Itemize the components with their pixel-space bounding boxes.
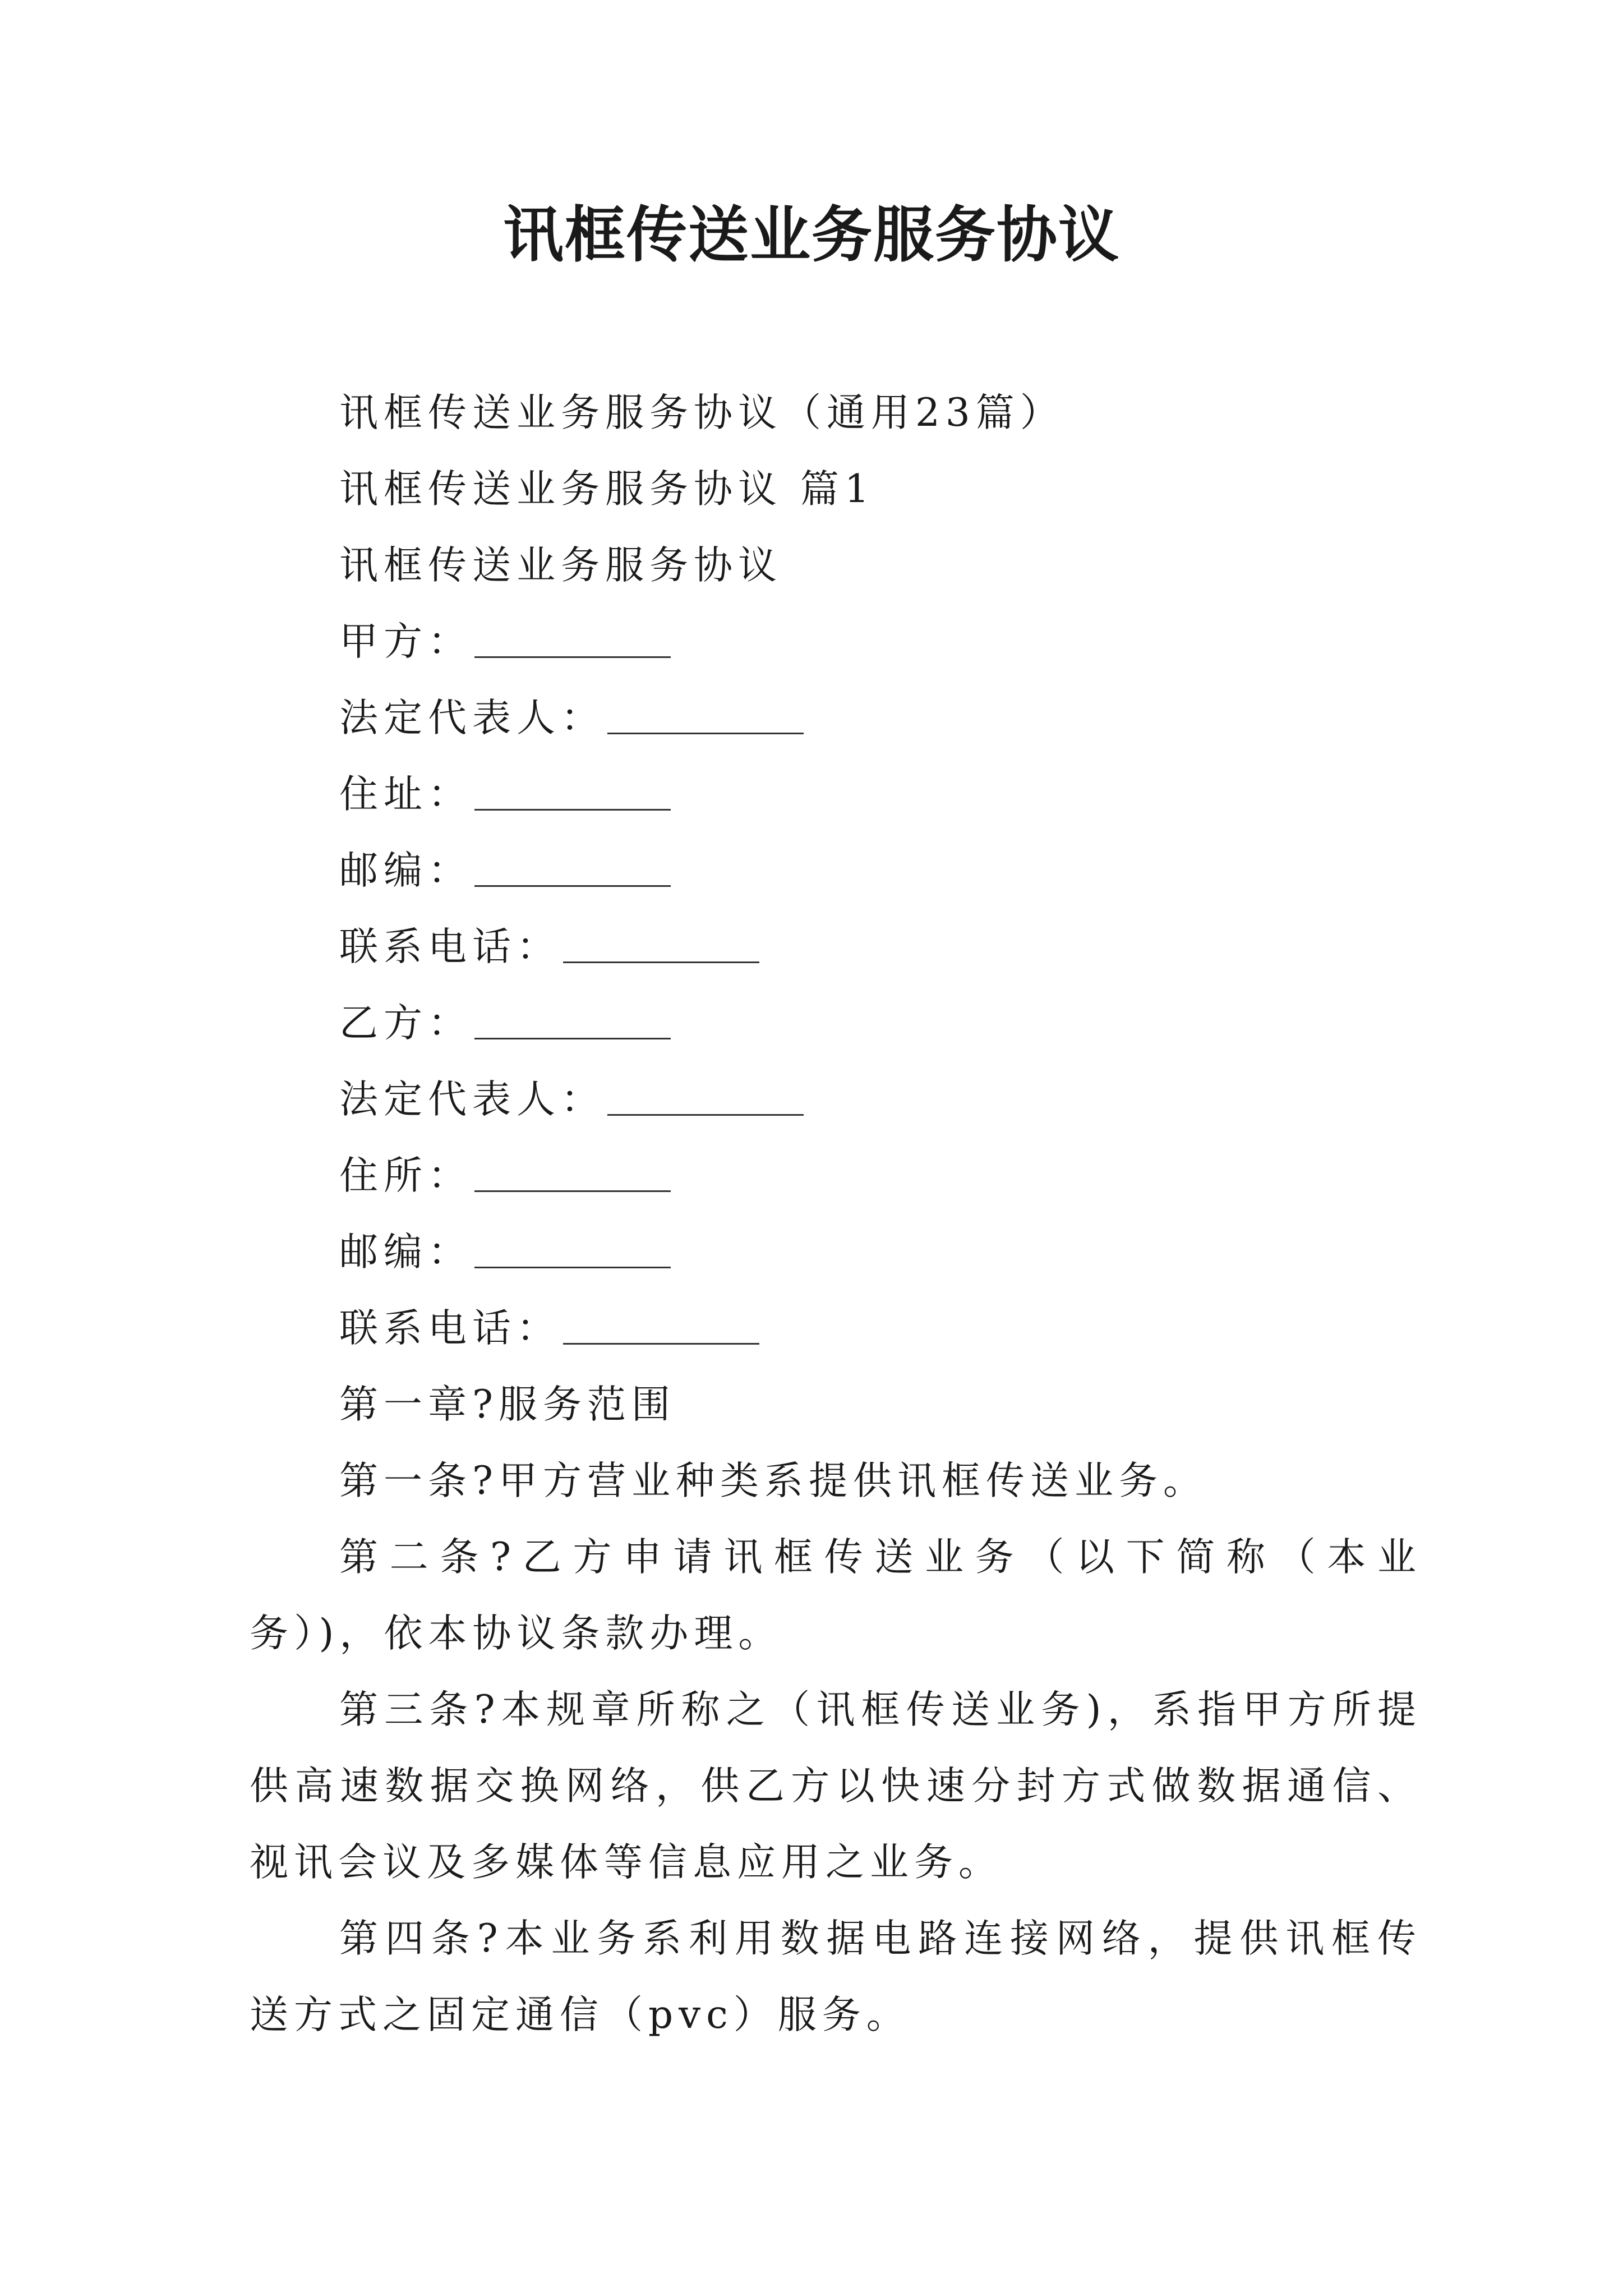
article-2: 第二条?乙方申请讯框传送业务（以下简称（本业务）)，依本协议条款办理。 [250,1535,1422,1656]
party-a-postcode-label: 邮编： [339,848,472,893]
document-body [250,375,1422,2053]
party-b-label: 乙方： [339,1001,472,1046]
party-b-rep-blank[interactable] [607,1080,804,1116]
party-a-rep-field [250,680,1422,756]
party-a-address-label: 住址： [339,772,472,817]
article-4: 第四条?本业务系利用数据电路连接网络，提供讯框传送方式之固定通信（pvc）服务。 [250,1916,1422,2037]
party-a-phone-field [250,909,1422,985]
party-b-phone-field [250,1290,1422,1366]
party-b-field [250,985,1422,1061]
party-b-blank[interactable] [474,1004,671,1039]
document-subtitle: 讯框传送业务服务协议（通用23篇） [339,390,1064,435]
party-a-address-field [250,756,1422,832]
party-a-field [250,604,1422,680]
party-a-rep-label: 法定代表人： [339,696,605,740]
party-a-postcode-field [250,832,1422,909]
party-b-phone-blank[interactable] [563,1309,759,1345]
party-b-postcode-blank[interactable] [474,1233,671,1268]
section-heading: 讯框传送业务服务协议 篇1 [339,467,875,512]
party-a-blank[interactable] [474,623,671,658]
article-3: 第三条?本规章所称之（讯框传送业务)，系指甲方所提供高速数据交换网络，供乙方以快速分封方式做数据通信、视讯会议及多媒体等信息应用之业务。 [250,1687,1422,1885]
party-a-address-blank[interactable] [474,775,671,811]
party-b-postcode-label: 邮编： [339,1230,472,1274]
party-a-phone-label: 联系电话： [339,924,561,969]
party-b-address-label: 住所： [339,1153,472,1198]
party-b-rep-field [250,1061,1422,1138]
party-a-rep-blank[interactable] [607,699,804,734]
party-a-phone-blank[interactable] [563,928,759,963]
party-a-label: 甲方： [339,619,472,664]
chapter-1-heading: 第一章?服务范围 [339,1382,676,1427]
party-a-postcode-blank[interactable] [474,852,671,887]
party-b-address-blank[interactable] [474,1157,671,1192]
party-b-address-field [250,1138,1422,1214]
party-b-rep-label: 法定代表人： [339,1077,605,1122]
article-1: 第一条?甲方营业种类系提供讯框传送业务。 [339,1458,1207,1503]
agreement-name: 讯框传送业务服务协议 [339,543,782,588]
party-b-phone-label: 联系电话： [339,1306,561,1351]
document-title: 讯框传送业务服务协议 [502,200,1120,270]
party-b-postcode-field [250,1214,1422,1290]
